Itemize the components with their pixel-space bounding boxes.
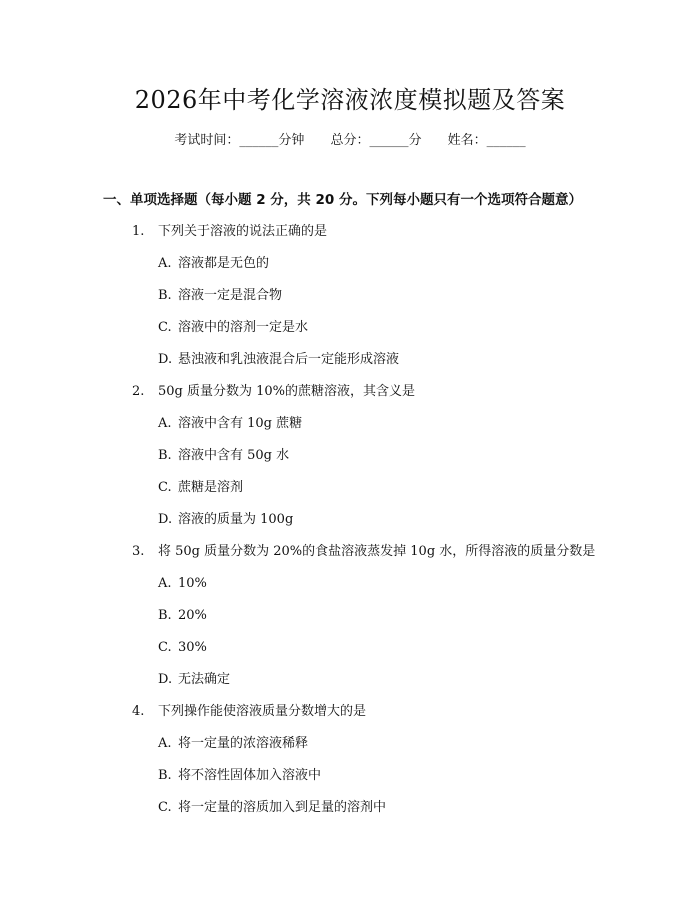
option-4b [158,766,321,786]
option-letter: C. [158,320,172,335]
option-text: 溶液中含有 50g 水 [178,448,290,463]
option-text: 10% [178,576,207,591]
option-letter: D. [158,512,173,527]
page-title: 2026年中考化学溶液浓度模拟题及答案 [134,86,566,114]
option-letter: B. [158,608,172,623]
option-letter: D. [158,352,173,367]
option-4a [158,734,308,754]
exam-time-field: 考试时间：______分钟 [174,133,305,148]
option-text: 溶液中的溶剂一定是水 [178,320,309,335]
option-3c [158,638,207,658]
option-3a [158,574,207,594]
option-2d [158,510,293,530]
option-4c [158,798,386,818]
option-letter: B. [158,448,172,463]
option-3b [158,606,207,626]
student-name-field: 姓名：______ [447,133,526,148]
option-letter: C. [158,640,172,655]
option-letter: A. [158,256,172,271]
option-1c [158,318,308,338]
option-letter: A. [158,416,172,431]
option-letter: B. [158,768,172,783]
question-1 [132,222,327,242]
option-letter: A. [158,736,172,751]
option-letter: C. [158,480,172,495]
option-text: 溶液中含有 10g 蔗糖 [178,416,303,431]
question-3 [132,542,595,562]
option-1a [158,254,269,274]
question-number: 1. [132,224,145,239]
option-letter: D. [158,672,173,687]
option-2b [158,446,289,466]
option-text: 将一定量的浓溶液稀释 [178,736,309,751]
option-text: 将一定量的溶质加入到足量的溶剂中 [178,800,387,815]
section-heading: 一、单项选择题（每小题 2 分，共 20 分。下列每小题只有一个选项符合题意） [103,192,582,208]
option-text: 20% [178,608,207,623]
option-letter: A. [158,576,172,591]
exam-meta [0,131,700,151]
option-text: 无法确定 [178,672,231,687]
option-1b [158,286,282,306]
option-text: 30% [178,640,207,655]
question-number: 3. [132,544,145,559]
question-text: 将 50g 质量分数为 20%的食盐溶液蒸发掉 10g 水，所得溶液的质量分数是 [158,544,596,559]
option-2a [158,414,302,434]
option-text: 蔗糖是溶剂 [178,480,244,495]
option-text: 溶液都是无色的 [178,256,270,271]
question-text: 下列操作能使溶液质量分数增大的是 [158,704,367,719]
question-number: 4. [132,704,145,719]
option-3d [158,670,230,690]
question-4 [132,702,366,722]
question-text: 50g 质量分数为 10%的蔗糖溶液，其含义是 [158,384,416,399]
option-letter: C. [158,800,172,815]
option-text: 溶液一定是混合物 [178,288,283,303]
option-text: 将不溶性固体加入溶液中 [178,768,322,783]
option-text: 悬浊液和乳浊液混合后一定能形成溶液 [178,352,400,367]
option-1d [158,350,399,370]
option-text: 溶液的质量为 100g [178,512,294,527]
total-score-field: 总分：______分 [330,133,422,148]
option-2c [158,478,243,498]
question-text: 下列关于溶液的说法正确的是 [158,224,328,239]
question-2 [132,382,415,402]
option-letter: B. [158,288,172,303]
question-number: 2. [132,384,145,399]
